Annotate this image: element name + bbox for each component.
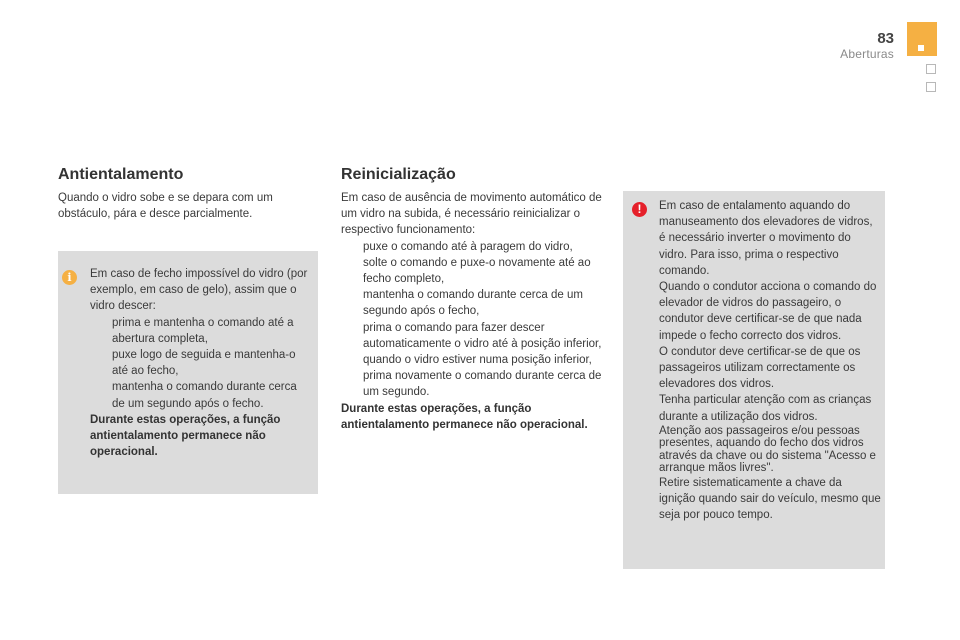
warning-paragraph: O condutor deve certificar-se de que os passageiros utilizam correctamente os elevadores dos vidros.	[659, 345, 861, 391]
info-box-content	[90, 266, 312, 460]
warning-paragraph: Retire sistematicamente a chave da ignição quando sair do veículo, mesmo que seja por pouco tempo.	[659, 476, 881, 522]
list-item: solte o comando e puxe-o novamente até ao fecho completo,	[363, 256, 591, 286]
reinicializacao-steps	[341, 239, 603, 401]
reinicializacao-warning: Durante estas operações, a função antientalamento permanece não operacional.	[341, 402, 588, 431]
chapter-tab[interactable]	[907, 22, 937, 56]
antientalamento-intro: Quando o vidro sobe e se depara com um obstáculo, pára e desce parcialmente.	[58, 192, 273, 221]
chapter-tab-empty-2[interactable]	[926, 82, 936, 92]
list-item: puxe o comando até à paragem do vidro,	[363, 240, 573, 253]
list-item: puxe logo de seguida e mantenha-o até ao fecho,	[112, 349, 296, 378]
section-title-antientalamento: Antientalamento	[58, 166, 184, 183]
list-item: mantenha o comando durante cerca de um segundo após o fecho.	[112, 381, 297, 410]
chapter-tab-marker	[918, 45, 924, 51]
reinicializacao-content	[341, 190, 603, 433]
info-icon: i	[62, 270, 77, 285]
info-box-steps	[90, 315, 312, 412]
reinicializacao-intro: Em caso de ausência de movimento automático de um vidro na subida, é necessário reinicializar o respectivo funcionamento:	[341, 192, 602, 237]
warning-box-content	[659, 198, 881, 523]
list-item: prima o comando para fazer descer automaticamente o vidro até à posição inferior,	[363, 321, 602, 350]
list-item: quando o vidro estiver numa posição inferior, prima novamente o comando durante cerca de um segundo.	[363, 354, 602, 399]
warning-paragraph: Quando o condutor acciona o comando do elevador de vidros do passageiro, o condutor deve certificar-se de que nada impede o fecho correcto dos vidros.	[659, 281, 877, 342]
list-item: prima e mantenha o comando até a abertura completa,	[112, 316, 294, 345]
chapter-tab-empty-1[interactable]	[926, 64, 936, 74]
page-number: 83	[877, 30, 894, 47]
warning-paragraph: Atenção aos passageiros e/ou pessoas presentes, aquando do fecho dos vidros através da chave ou do sistema "Acesso e arranque mãos livres".	[659, 424, 876, 475]
info-box-warning: Durante estas operações, a função antientalamento permanece não operacional.	[90, 413, 281, 459]
info-box-intro: Em caso de fecho impossível do vidro (por exemplo, em caso de gelo), assim que o vidro descer:	[90, 268, 308, 313]
chapter-label: Aberturas	[840, 47, 894, 61]
list-item: mantenha o comando durante cerca de um segundo após o fecho,	[363, 289, 583, 318]
warning-paragraph: Em caso de entalamento aquando do manuseamento dos elevadores de vidros, é necessário inverter o movimento do vidro. Para isso, prima o respectivo comando.	[659, 200, 873, 277]
section-title-reinicializacao: Reinicialização	[341, 166, 456, 183]
warning-icon: !	[632, 202, 647, 217]
warning-paragraph: Tenha particular atenção com as crianças durante a utilização dos vidros.	[659, 394, 872, 423]
